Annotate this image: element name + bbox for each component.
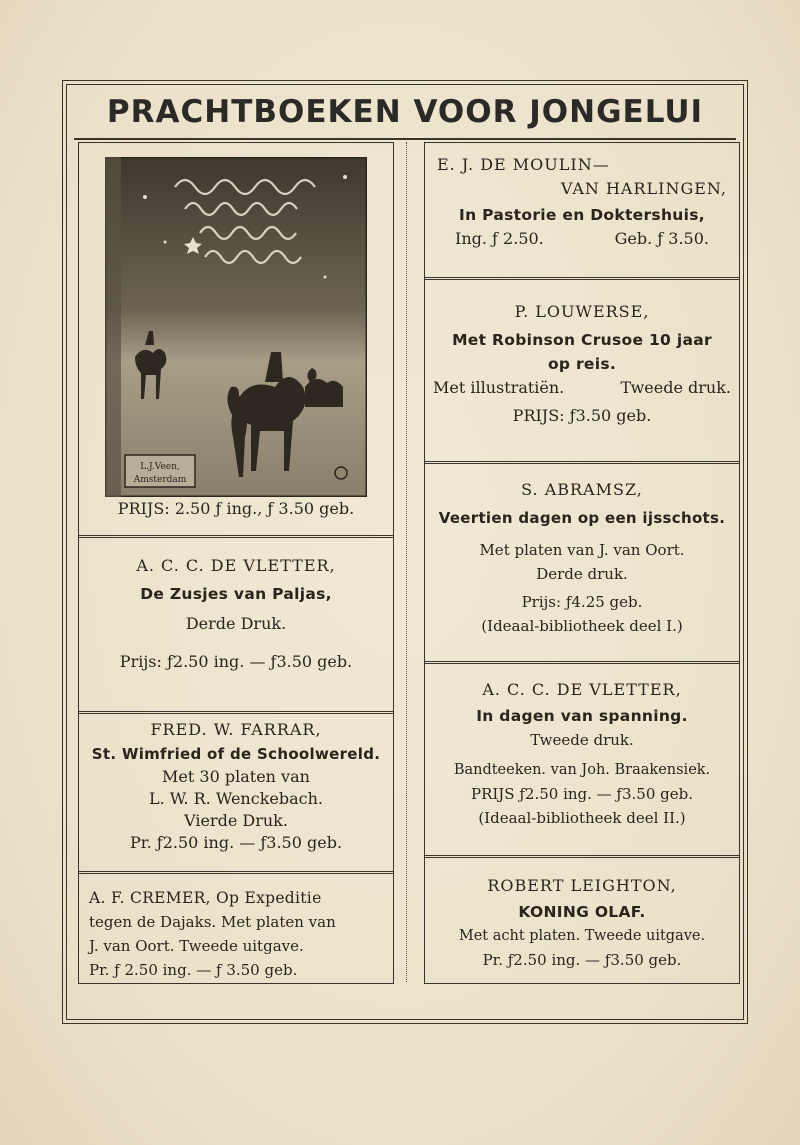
book-entry-veertien-dagen [425, 461, 739, 661]
price: Pr. ƒ2.50 ing. — ƒ3.50 geb. [482, 951, 682, 969]
book-title: Veertien dagen op een ijsschots. [438, 509, 726, 527]
series-note: (Ideaal-bibliotheek deel II.) [478, 809, 686, 827]
cover-price: PRIJS: 2.50 ƒ ing., ƒ 3.50 geb. [117, 499, 355, 518]
author: A. C. C. DE VLETTER, [482, 680, 682, 699]
author: ROBERT LEIGHTON, [487, 876, 677, 895]
book-title: Met Robinson Crusoe 10 jaar [452, 331, 712, 349]
book-description-line: tegen de Dajaks. Met platen van [89, 913, 336, 931]
book-title: op reis. [547, 355, 617, 373]
book-entry-koning-olaf [425, 855, 739, 983]
edition: Tweede druk. [530, 731, 634, 749]
detail-line: Met acht platen. Tweede uitgave. [458, 928, 706, 944]
book-description-line: J. van Oort. Tweede uitgave. [89, 937, 304, 955]
book-title: In dagen van spanning. [476, 707, 688, 725]
detail-line: L. W. R. Wenckebach. [148, 789, 323, 808]
price: Prijs: ƒ4.25 geb. [521, 593, 643, 611]
book-title: St. Wimfried of de Schoolwereld. [91, 745, 381, 763]
edition: Tweede druk. [620, 378, 731, 397]
book-entry-zusjes-van-paljas [79, 535, 393, 711]
detail-line: Vierde Druk. [184, 811, 288, 830]
book-title: In Pastorie en Doktershuis, [459, 206, 705, 224]
author: S. ABRAMSZ, [521, 480, 643, 499]
illustrations: Met illustratiën. [433, 378, 565, 397]
book-entry-st-wimfried [79, 711, 393, 871]
detail-line: Derde druk. [536, 565, 628, 583]
series-note: (Ideaal-bibliotheek deel I.) [481, 617, 683, 635]
price-geb: Geb. ƒ 3.50. [614, 229, 709, 248]
book-title: KONING OLAF. [518, 903, 646, 921]
svg-text:Amsterdam: Amsterdam [133, 475, 187, 485]
price: Prijs: ƒ2.50 ing. — ƒ3.50 geb. [119, 652, 353, 671]
binding-note: Bandteeken. van Joh. Braakensiek. [453, 762, 711, 778]
book-entry-pastorie-en-doktershuis [425, 143, 739, 277]
book-title: De Zusjes van Paljas, [140, 585, 332, 603]
author: VAN HARLINGEN, [560, 179, 727, 198]
book-cover-illustration [105, 157, 367, 497]
price: Pr. ƒ2.50 ing. — ƒ3.50 geb. [129, 833, 343, 852]
svg-text:L.J.Veen,: L.J.Veen, [140, 462, 180, 472]
book-entry-op-expeditie [79, 871, 393, 983]
price: PRIJS: ƒ3.50 geb. [512, 406, 652, 425]
details-row [425, 376, 739, 400]
column-divider [406, 142, 407, 982]
price: Pr. ƒ 2.50 ing. — ƒ 3.50 geb. [89, 961, 298, 979]
page-title: PRACHTBOEKEN VOOR JONGELUI [106, 94, 704, 130]
left-column [78, 142, 394, 984]
author: A. C. C. DE VLETTER, [136, 556, 336, 575]
book-entry-in-dagen-van-spanning [425, 661, 739, 855]
detail-line: Met platen van J. van Oort. [479, 541, 685, 559]
detail-line: Met 30 platen van [162, 767, 310, 786]
book-description-line: A. F. CREMER, Op Expeditie [89, 889, 322, 907]
price-ing: Ing. ƒ 2.50. [455, 229, 544, 248]
price: PRIJS ƒ2.50 ing. — ƒ3.50 geb. [470, 785, 694, 803]
author: FRED. W. FARRAR, [150, 720, 322, 739]
edition: Derde Druk. [185, 614, 287, 633]
author: E. J. DE MOULIN— [437, 155, 610, 174]
title-rule [74, 138, 736, 140]
price-row [425, 227, 739, 251]
book-entry-robinson-crusoe [425, 277, 739, 461]
right-column [424, 142, 740, 984]
author: P. LOUWERSE, [514, 302, 650, 321]
